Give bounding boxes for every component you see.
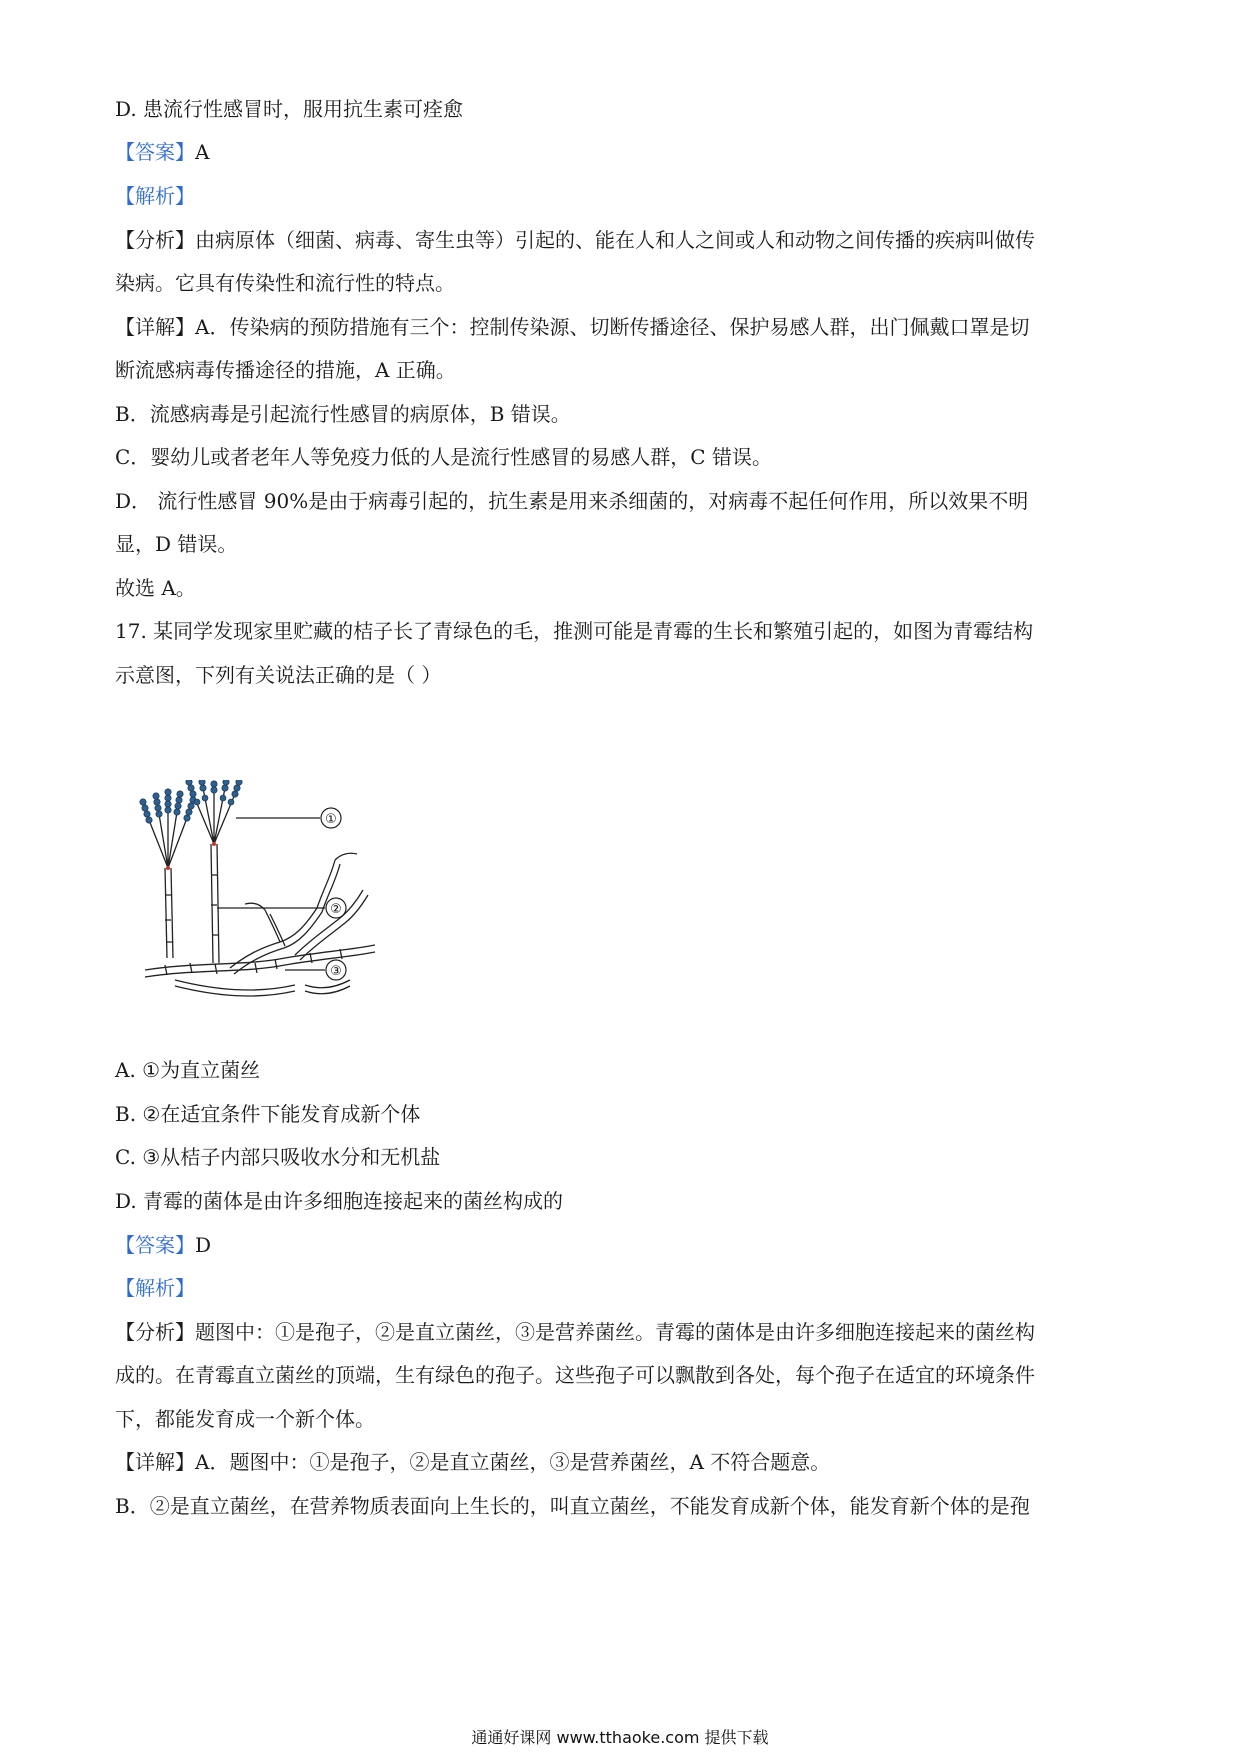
q17-option-a: A. ①为直立菌丝: [115, 1058, 261, 1082]
figure-label-1: ①: [325, 812, 337, 827]
prev-option-d: D. 患流行性感冒时，服用抗生素可痊愈: [115, 97, 464, 121]
figure-label-3: ③: [330, 964, 342, 979]
q16-analysis-tag: 【解析】: [115, 184, 195, 208]
penicillium-figure: [135, 780, 405, 1020]
q17-option-b: B. ②在适宜条件下能发育成新个体: [115, 1102, 421, 1126]
q16-d-line1: D． 流行性感冒 90%是由于病毒引起的，抗生素是用来杀细菌的，对病毒不起任何作用，所以效果不明: [115, 489, 1029, 513]
q17-b-line: B．②是直立菌丝，在营养物质表面向上生长的，叫直立菌丝，不能发育成新个体，能发育新个体的是孢: [115, 1494, 1030, 1518]
q17-option-c: C. ③从桔子内部只吸收水分和无机盐: [115, 1145, 441, 1169]
q17-analysis-tag: 【解析】: [115, 1276, 195, 1300]
q16-answer: [115, 139, 209, 165]
q16-xiangjie-line1: 【详解】A．传染病的预防措施有三个：控制传染源、切断传播途径、保护易感人群，出门佩戴口罩是切: [115, 315, 1030, 339]
q16-choose: 故选 A。: [115, 576, 196, 600]
answer-value: A: [195, 140, 210, 164]
q16-fenxi-line1: 【分析】由病原体（细菌、病毒、寄生虫等）引起的、能在人和人之间或人和动物之间传播的疾病叫做传: [115, 228, 1035, 252]
q17-fenxi-line2: 成的。在青霉直立菌丝的顶端，生有绿色的孢子。这些孢子可以飘散到各处，每个孢子在适宜的环境条件: [115, 1363, 1035, 1387]
q16-xiangjie-line2: 断流感病毒传播途径的措施，A 正确。: [115, 358, 456, 382]
q17-stem-line2: 示意图，下列有关说法正确的是（ ）: [115, 663, 442, 687]
q17-fenxi-line3: 下，都能发育成一个新个体。: [115, 1407, 375, 1431]
answer-tag: 【答案】: [115, 140, 195, 164]
q16-d-line2: 显，D 错误。: [115, 532, 238, 556]
q16-fenxi-line2: 染病。它具有传染性和流行性的特点。: [115, 271, 455, 295]
q17-option-d: D. 青霉的菌体是由许多细胞连接起来的菌丝构成的: [115, 1189, 564, 1213]
q17-xiangjie-line1: 【详解】A．题图中：①是孢子，②是直立菌丝，③是营养菌丝，A 不符合题意。: [115, 1450, 831, 1474]
q17-answer: [115, 1232, 211, 1258]
q16-c-line: C．婴幼儿或者老年人等免疫力低的人是流行性感冒的易感人群，C 错误。: [115, 445, 772, 469]
answer-tag: 【答案】: [115, 1233, 195, 1257]
answer-value: D: [195, 1233, 212, 1257]
q16-b-line: B．流感病毒是引起流行性感冒的病原体，B 错误。: [115, 402, 571, 426]
q17-stem-line1: 17. 某同学发现家里贮藏的桔子长了青绿色的毛，推测可能是青霉的生长和繁殖引起的，如图为青霉结构: [115, 619, 1034, 643]
q17-fenxi-line1: 【分析】题图中：①是孢子，②是直立菌丝，③是营养菌丝。青霉的菌体是由许多细胞连接起来的菌丝构: [115, 1320, 1035, 1344]
page-footer: 通通好课网 www.tthaoke.com 提供下载: [471, 1728, 769, 1747]
figure-label-2: ②: [330, 902, 342, 917]
